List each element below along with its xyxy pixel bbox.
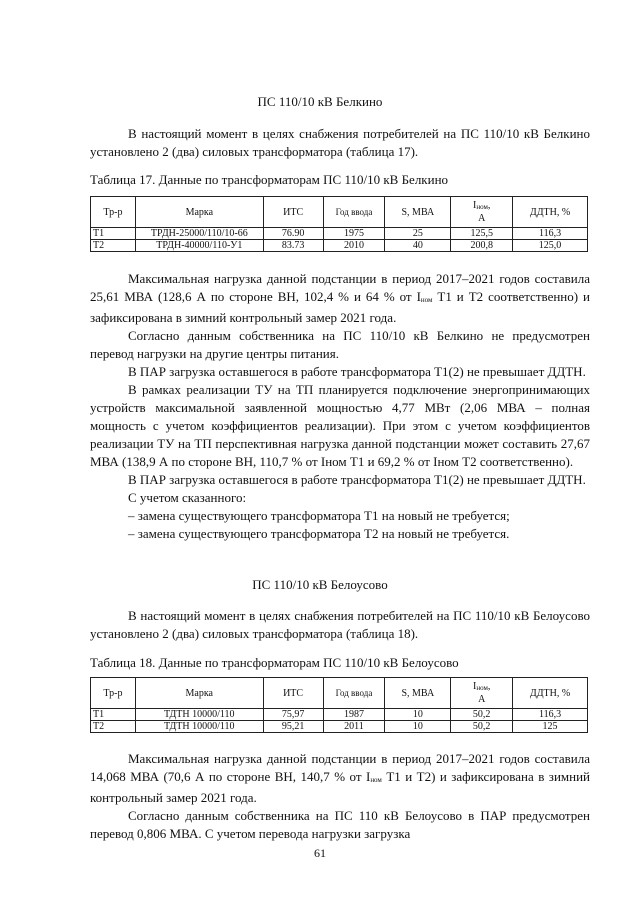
section-title-belousovo: ПС 110/10 кВ Белоусово [252,577,388,592]
cell-ddtn: 116,3 [513,709,588,721]
list-item: – замена существующего трансформатора Т1 на новый не требуется; [128,508,510,523]
tu-connection-paragraph: В рамках реализации ТУ на ТП планируется подключение энергопринимающих устройств максимальной заявленной мощностью 4,77 МВт (2,06 МВА – полная мощность с учетом коэффициентов реализации). При этом с учетом коэффициентов реализации ТУ на ТП перспективная нагрузка данной подстанции может составить 27,67 МВА (138,9 А по стороне ВН, 110,7 % от Iном Т1 и 69,2 % от Iном Т2 соответственно). [90,382,590,469]
table-17-caption: Таблица 17. Данные по трансформаторам ПС 110/10 кВ Белкино [90,172,449,187]
col-header-ddtn: ДДТН, % [513,678,588,709]
cell-power: 10 [385,709,451,721]
cell-current: 125,5 [451,228,513,240]
cell-transformer: Т2 [91,240,136,252]
par-paragraph-2: В ПАР загрузка оставшегося в работе трансформатора Т1(2) не превышает ДДТН. [128,472,586,487]
cell-its: 75,97 [263,709,323,721]
conclusion-list [90,507,590,543]
cell-ddtn: 116,3 [513,228,588,240]
cell-ddtn: 125,0 [513,240,588,252]
col-header-brand: Марка [135,197,263,228]
cell-current: 200,8 [451,240,513,252]
col-header-its: ИТС [263,678,323,709]
cell-current: 50,2 [451,721,513,733]
body-text-belkino [90,270,590,543]
cell-year: 2010 [323,240,385,252]
cell-transformer: Т2 [91,721,136,733]
table-row [91,721,588,733]
col-header-year: Год ввода [323,197,385,228]
cell-transformer: Т1 [91,709,136,721]
col-header-year: Год ввода [323,678,385,709]
col-header-brand: Марка [135,678,263,709]
no-transfer-paragraph: Согласно данным собственника на ПС 110/10 кВ Белкино не предусмотрен перевод нагрузки на другие центры питания. [90,328,590,361]
table-row [91,709,588,721]
cell-brand: ТДТН 10000/110 [135,709,263,721]
cell-its: 83.73 [263,240,323,252]
transfer-paragraph: Согласно данным собственника на ПС 110 кВ Белоусово в ПАР предусмотрен перевод 0,806 МВА. С учетом перевода нагрузки загрузка [90,808,590,841]
cell-year: 2011 [323,721,385,733]
max-load-paragraph: Максимальная нагрузка данной подстанции в период 2017–2021 годов составила 25,61 МВА (128,6 А по стороне ВН, 102,4 % и 64 % от Iном Т1 и Т2 соответственно) и зафиксирована в зимний контрольный замер 2021 года. [90,271,590,325]
page-number: 61 [314,846,326,860]
table-18 [90,677,588,733]
col-header-transformer: Тр-р [91,678,136,709]
table-header-row [91,678,588,709]
body-text-belousovo [90,750,590,843]
col-header-current: Iном, А [451,197,513,228]
intro-paragraph-belousovo: В настоящий момент в целях снабжения потребителей на ПС 110/10 кВ Белоусово установлено 2 (два) силовых трансформатора (таблица 18). [90,608,590,641]
section-title-belkino: ПС 110/10 кВ Белкино [257,94,383,109]
cell-brand: ТДТН 10000/110 [135,721,263,733]
par-paragraph: В ПАР загрузка оставшегося в работе трансформатора Т1(2) не превышает ДДТН. [128,364,586,379]
intro-paragraph-belkino: В настоящий момент в целях снабжения потребителей на ПС 110/10 кВ Белкино установлено 2 (два) силовых трансформатора (таблица 17). [90,126,590,159]
table-row [91,228,588,240]
cell-brand: ТРДН-40000/110-У1 [135,240,263,252]
table-17 [90,196,588,252]
conclusion-lead: С учетом сказанного: [128,490,247,505]
table-header-row [91,197,588,228]
col-header-transformer: Тр-р [91,197,136,228]
table-row [91,240,588,252]
cell-current: 50,2 [451,709,513,721]
cell-ddtn: 125 [513,721,588,733]
col-header-power: S, МВА [385,678,451,709]
max-load-paragraph: Максимальная нагрузка данной подстанции в период 2017–2021 годов составила 14,068 МВА (70,6 А по стороне ВН, 140,7 % от Iном Т1 и Т2) и зафиксирована в зимний контрольный замер 2021 года. [90,751,590,805]
list-item: – замена существующего трансформатора Т2 на новый не требуется. [128,526,510,541]
cell-power: 25 [385,228,451,240]
table-18-caption: Таблица 18. Данные по трансформаторам ПС 110/10 кВ Белоусово [90,655,459,670]
cell-year: 1987 [323,709,385,721]
cell-brand: ТРДН-25000/110/10-66 [135,228,263,240]
col-header-current: Iном, А [451,678,513,709]
cell-its: 76.90 [263,228,323,240]
col-header-power: S, МВА [385,197,451,228]
cell-year: 1975 [323,228,385,240]
cell-its: 95,21 [263,721,323,733]
cell-transformer: Т1 [91,228,136,240]
cell-power: 40 [385,240,451,252]
col-header-ddtn: ДДТН, % [513,197,588,228]
col-header-its: ИТС [263,197,323,228]
cell-power: 10 [385,721,451,733]
